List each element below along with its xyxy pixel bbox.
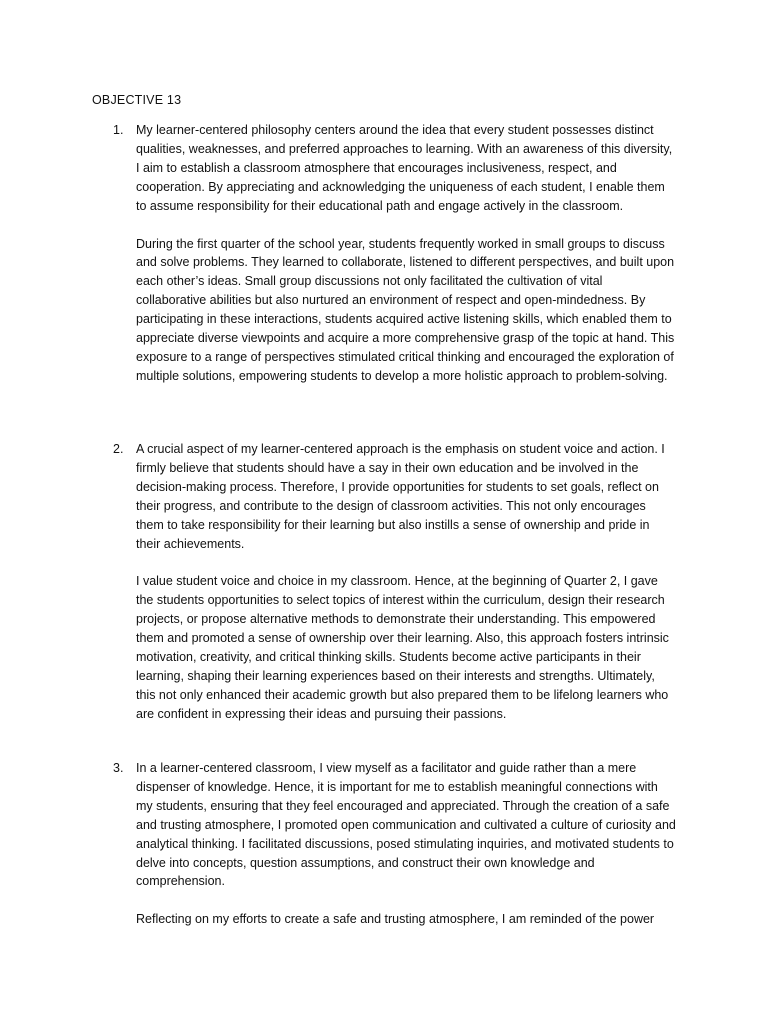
paragraph: My learner-centered philosophy centers around the idea that every student possesses distinct qualities, weaknesses, and preferred approaches to learning. With an awareness of this diversity, I aim to establish a classroom atmosphere that encourages inclusiveness, respect, and cooperation. By appreciating and acknowledging the uniqueness of each student, I enable them to assume responsibility for their educational path and engage actively in the classroom. [136,123,673,213]
list-item-number: 2. [113,442,124,456]
list-item [0,759,768,948]
list-item-number: 3. [113,761,124,775]
paragraph: I value student voice and choice in my classroom. Hence, at the beginning of Quarter 2, I gave the students opportunities to select topics of interest within the curriculum, design their research projects, or propose alternative methods to demonstrate their understanding. This empowered them and promoted a sense of ownership over their learning. Also, this approach fosters intrinsic motivation, creativity, and critical thinking skills. Students become active participants in their learning, shaping their learning experiences based on their interests and strengths. Ultimately, this not only enhanced their academic growth but also prepared them to be lifelong learners who are confident in expressing their ideas and pursuing their passions. [136,574,669,721]
document-heading: OBJECTIVE 13 [92,93,182,107]
paragraph: In a learner-centered classroom, I view myself as a facilitator and guide rather than a mere dispenser of knowledge. Hence, it is important for me to establish meaningful connections with my students, ensuring that they feel encouraged and appreciated. Through the creation of a safe and trusting atmosphere, I promoted open communication and cultivated a culture of curiosity and analytical thinking. I facilitated discussions, posed stimulating inquiries, and motivated students to delve into concepts, question assumptions, and construct their own knowledge and comprehension. [136,761,676,889]
list-item [0,121,768,405]
paragraph: During the first quarter of the school year, students frequently worked in small groups to discuss and solve problems. They learned to collaborate, listened to different perspectives, and built upon each other’s ideas. Small group discussions not only facilitated the cultivation of vital collaborative abilities but also nurtured an environment of respect and open-mindedness. By participating in these interactions, students acquired active listening skills, which enabled them to appreciate diverse viewpoints and acquire a more comprehensive grasp of the topic at hand. This exposure to a range of perspectives stimulated critical thinking and encouraged the exploration of multiple solutions, empowering students to develop a more holistic approach to problem-solving. [136,236,675,383]
paragraph: Reflecting on my efforts to create a safe and trusting atmosphere, I am reminded of the power [136,912,655,927]
list-item-number: 1. [113,123,124,137]
list-item [0,440,768,743]
paragraph: A crucial aspect of my learner-centered approach is the emphasis on student voice and action. I firmly believe that students should have a say in their own education and be involved in the decision-making process. Therefore, I provide opportunities for students to set goals, reflect on their progress, and contribute to the design of classroom activities. This not only encourages them to take responsibility for their learning but also instills a sense of ownership and pride in their achievements. [136,442,665,551]
